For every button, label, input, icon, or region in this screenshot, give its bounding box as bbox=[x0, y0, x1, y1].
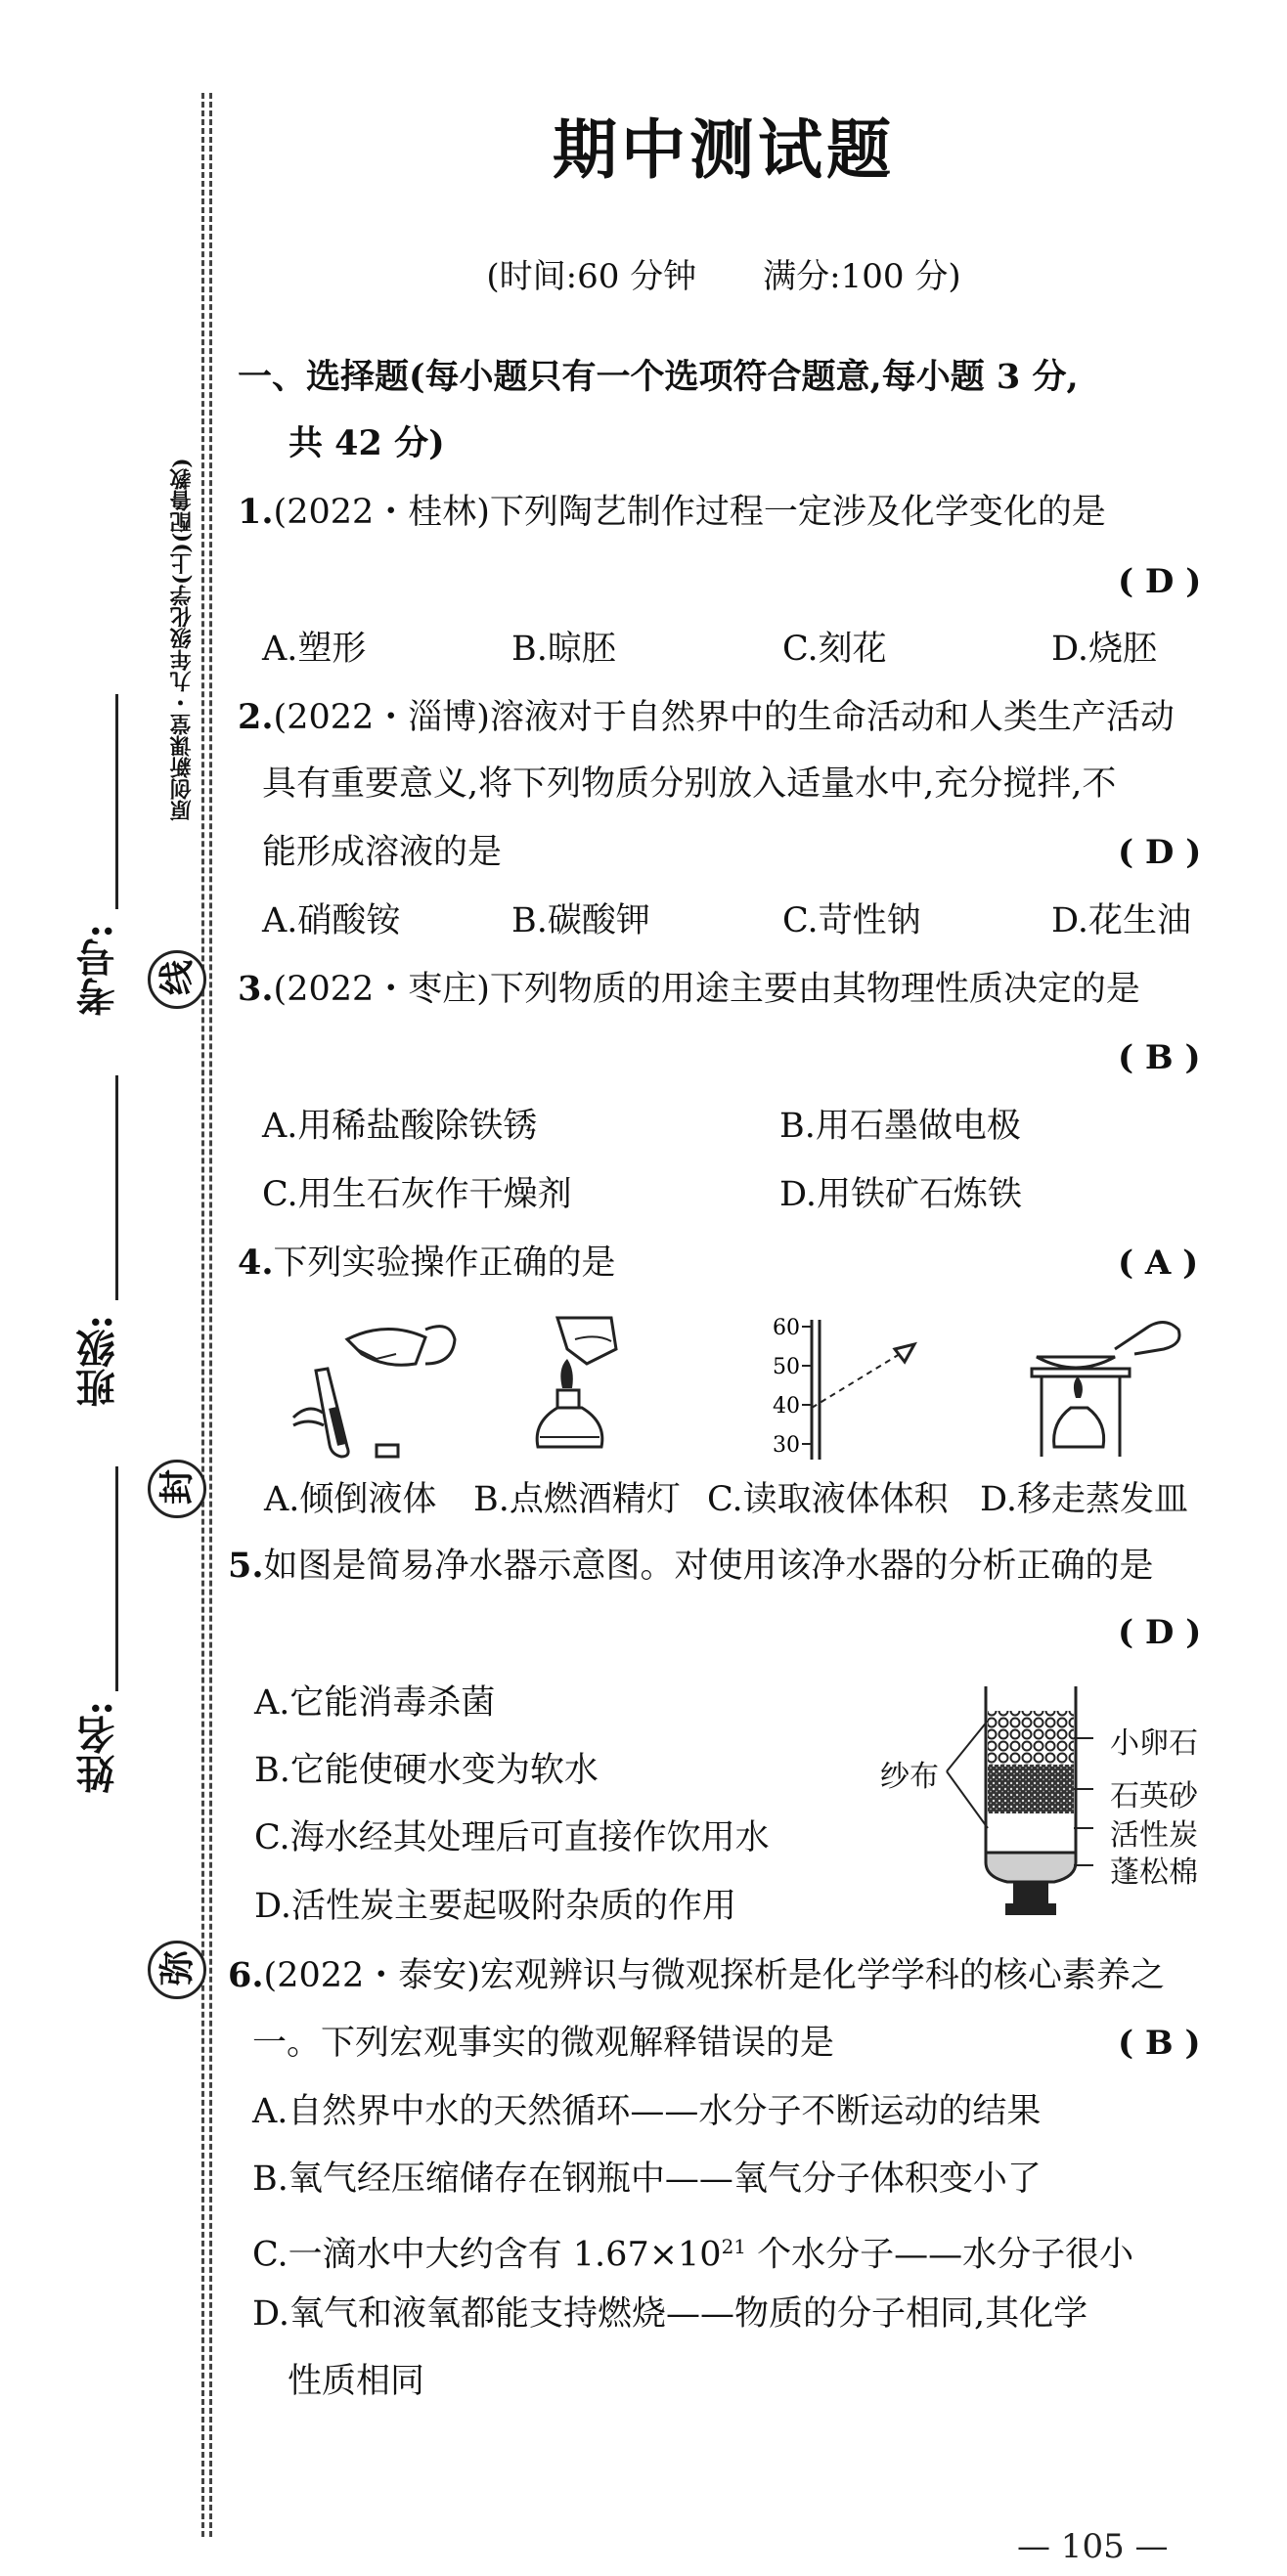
question-2 bbox=[238, 694, 1175, 741]
question-2-line2: 具有重要意义,将下列物质分别放入适量水中,充分搅拌,不 bbox=[262, 764, 1117, 804]
question-5 bbox=[228, 1543, 1154, 1590]
question-1 bbox=[238, 489, 1106, 536]
question-2-line1: (2022・淄博)溶液对于自然界中的生命活动和人类生产活动 bbox=[273, 698, 1175, 737]
question-4-answer: ( A ) bbox=[1118, 1244, 1199, 1283]
q6-option-c-pre: C.一滴水中大约含有 1.67×10 bbox=[252, 2235, 722, 2275]
question-5-answer: ( D ) bbox=[1118, 1613, 1202, 1652]
question-1-answer: ( D ) bbox=[1118, 562, 1202, 601]
exam-no-label: 考号: bbox=[75, 924, 121, 1017]
q3-option-c: C.用生石灰作干燥剂 bbox=[262, 1175, 572, 1214]
question-6-line2: 一。下列宏观事实的微观解释错误的是 bbox=[252, 2024, 835, 2063]
q1-option-b: B.晾胚 bbox=[511, 630, 616, 669]
q6-option-d-line2: 性质相同 bbox=[288, 2362, 425, 2401]
seal-seal-mark: 封 bbox=[148, 1460, 206, 1518]
cylinder-tick-30: 30 bbox=[773, 1433, 800, 1458]
section-heading-cont: 共 42 分) bbox=[288, 423, 445, 463]
seal-line-mark: 线 bbox=[148, 950, 206, 1009]
question-3 bbox=[238, 966, 1140, 1013]
label-activated-carbon: 活性炭 bbox=[1110, 1818, 1198, 1853]
cylinder-tick-40: 40 bbox=[773, 1394, 800, 1419]
q4-option-d: D.移走蒸发皿 bbox=[980, 1480, 1188, 1519]
q4-option-c: C.读取液体体积 bbox=[707, 1480, 949, 1519]
question-5-number: 5. bbox=[228, 1546, 264, 1586]
figure-pour-liquid bbox=[279, 1310, 474, 1462]
label-pebbles: 小卵石 bbox=[1110, 1726, 1198, 1761]
page-number: — 105 — bbox=[1017, 2527, 1169, 2566]
q6-option-c-post: 个水分子——水分子很小 bbox=[746, 2235, 1134, 2275]
figure-move-evaporating-dish bbox=[1017, 1310, 1193, 1462]
q6-option-b: B.氧气经压缩储存在钢瓶中——氧气分子体积变小了 bbox=[252, 2160, 1042, 2199]
q5-option-a: A.它能消毒杀菌 bbox=[254, 1683, 496, 1723]
section-heading: 一、选择题(每小题只有一个选项符合题意,每小题 3 分, bbox=[238, 357, 1079, 397]
figure-light-alcohol-lamp bbox=[518, 1310, 665, 1462]
question-6-line1: (2022・泰安)宏观辨识与微观探析是化学学科的核心素养之 bbox=[263, 1956, 1165, 1995]
label-quartz-sand: 石英砂 bbox=[1110, 1779, 1198, 1813]
q1-option-d: D.烧胚 bbox=[1051, 630, 1157, 669]
q3-option-a: A.用稀盐酸除铁锈 bbox=[262, 1107, 538, 1146]
question-5-text: 如图是简易净水器示意图。对使用该净水器的分析正确的是 bbox=[263, 1547, 1154, 1586]
question-2-line3: 能形成溶液的是 bbox=[262, 833, 503, 872]
q4-option-b: B.点燃酒精灯 bbox=[473, 1480, 681, 1519]
page-title: 期中测试题 bbox=[553, 111, 895, 188]
figure-read-volume bbox=[753, 1315, 939, 1462]
q2-option-d: D.花生油 bbox=[1051, 901, 1191, 940]
q2-option-c: C.苛性钠 bbox=[782, 901, 921, 940]
binding-dashed-line-left bbox=[201, 93, 204, 2537]
cylinder-tick-60: 60 bbox=[773, 1316, 800, 1340]
question-4 bbox=[238, 1240, 616, 1287]
q6-option-c-exponent: 21 bbox=[721, 2235, 747, 2258]
question-1-number: 1. bbox=[238, 492, 274, 532]
water-filter-figure bbox=[880, 1681, 1232, 1936]
book-info: 原创新课堂・九年级化学(上)(配鲁教) bbox=[169, 458, 195, 821]
question-6 bbox=[228, 1952, 1165, 1999]
q1-option-c: C.刻花 bbox=[782, 630, 887, 669]
time-info: (时间:60 分钟 满分:100 分) bbox=[486, 257, 961, 296]
class-underline bbox=[115, 1075, 118, 1300]
question-1-text: (2022・桂林)下列陶艺制作过程一定涉及化学变化的是 bbox=[273, 493, 1106, 532]
question-3-number: 3. bbox=[238, 969, 274, 1009]
question-4-text: 下列实验操作正确的是 bbox=[273, 1244, 616, 1283]
seal-bind-mark: 弥 bbox=[148, 1941, 206, 1999]
q5-option-d: D.活性炭主要起吸附杂质的作用 bbox=[254, 1887, 736, 1926]
label-cotton: 蓬松棉 bbox=[1110, 1856, 1198, 1890]
class-label: 班级: bbox=[75, 1315, 121, 1408]
q3-option-b: B.用石墨做电极 bbox=[779, 1107, 1021, 1146]
name-underline bbox=[115, 1466, 118, 1691]
question-6-answer: ( B ) bbox=[1118, 2024, 1201, 2063]
exam-no-underline bbox=[115, 694, 118, 909]
question-3-text: (2022・枣庄)下列物质的用途主要由其物理性质决定的是 bbox=[273, 970, 1140, 1009]
q1-option-a: A.塑形 bbox=[262, 630, 367, 669]
binding-dashed-line-right bbox=[209, 93, 212, 2537]
question-6-number: 6. bbox=[228, 1955, 264, 1995]
label-gauze: 纱布 bbox=[880, 1760, 939, 1794]
q6-option-a: A.自然界中水的天然循环——水分子不断运动的结果 bbox=[252, 2092, 1042, 2131]
name-label: 姓名: bbox=[75, 1701, 121, 1794]
question-2-answer: ( D ) bbox=[1118, 833, 1202, 872]
q2-option-a: A.硝酸铵 bbox=[262, 901, 401, 940]
cylinder-tick-50: 50 bbox=[773, 1355, 800, 1379]
q6-option-c bbox=[252, 2223, 1133, 2279]
q2-option-b: B.碳酸钾 bbox=[511, 901, 650, 940]
q5-option-b: B.它能使硬水变为软水 bbox=[254, 1751, 599, 1790]
q5-option-c: C.海水经其处理后可直接作饮用水 bbox=[254, 1818, 770, 1857]
q4-option-a: A.倾倒液体 bbox=[264, 1480, 437, 1519]
question-3-answer: ( B ) bbox=[1118, 1038, 1201, 1077]
question-4-number: 4. bbox=[238, 1243, 274, 1283]
q6-option-d-line1: D.氧气和液氧都能支持燃烧——物质的分子相同,其化学 bbox=[252, 2294, 1088, 2334]
q3-option-d: D.用铁矿石炼铁 bbox=[779, 1175, 1022, 1214]
question-2-number: 2. bbox=[238, 697, 274, 737]
